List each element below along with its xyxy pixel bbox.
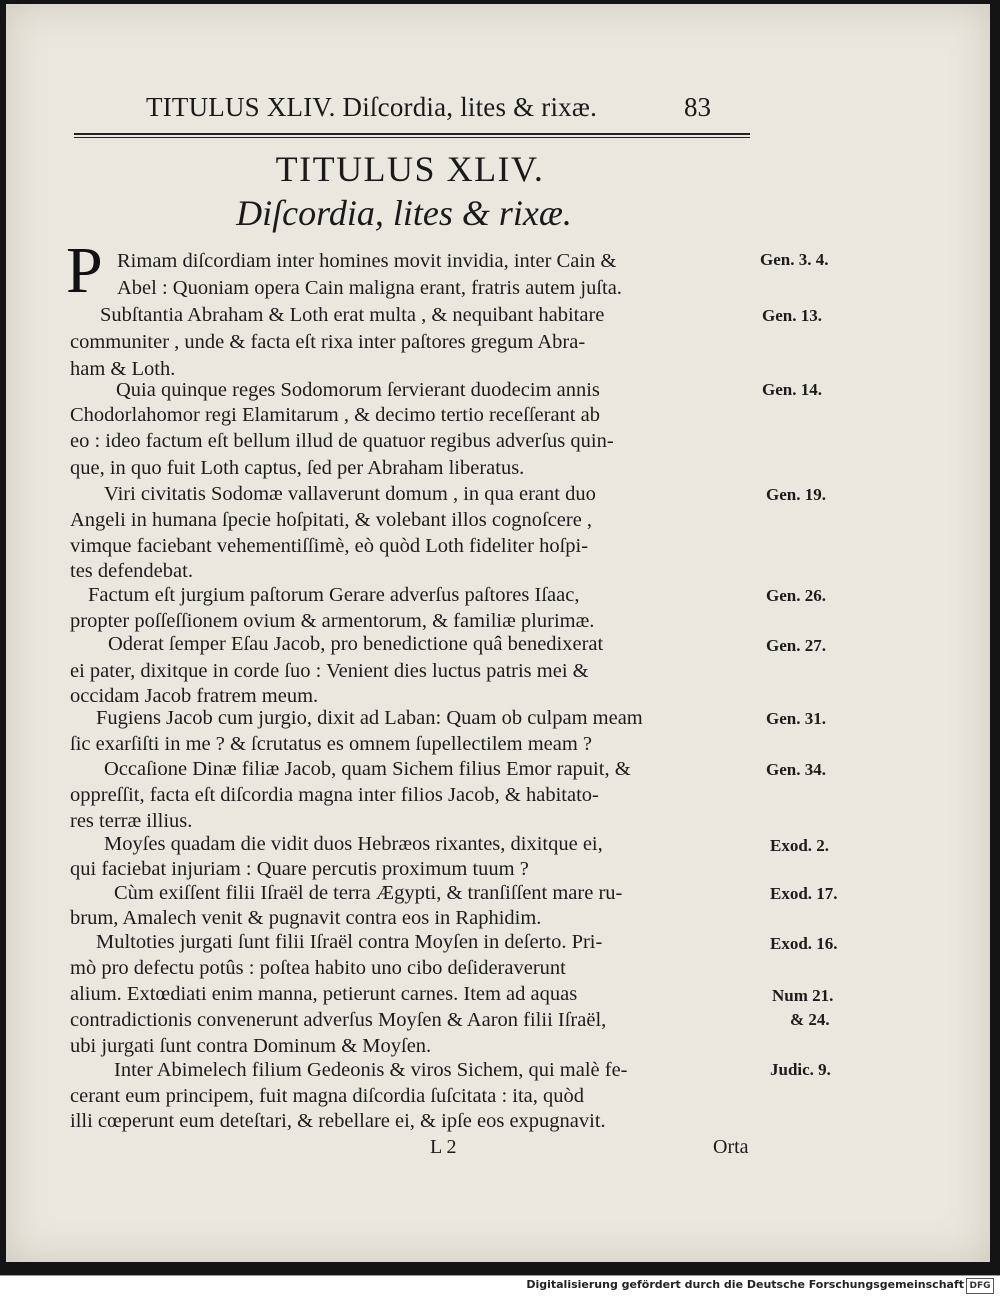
text-line: ubi jurgati ſunt contra Dominum & Moyſen.: [70, 1035, 432, 1057]
footer-bar: [0, 1275, 1000, 1296]
text-line: tes defendebat.: [70, 560, 193, 582]
text-line: eo : ideo factum eſt bellum illud de quatuor regibus adverſus quin-: [70, 430, 614, 452]
text-line: ei pater, dixitque in corde ſuo : Venient dies luctus patris mei &: [70, 660, 589, 682]
margin-ref: Gen. 13.: [762, 306, 822, 325]
text-line: Cùm exiſſent filii Iſraël de terra Ægypti, & tranſiſſent mare ru-: [114, 882, 623, 904]
text-line: que, in quo fuit Loth captus, ſed per Abraham liberatus.: [70, 457, 525, 479]
text-line: occidam Jacob fratrem meum.: [70, 685, 319, 707]
text-line: oppreſſit, facta eſt diſcordia magna inter filios Jacob, & habitato-: [70, 784, 599, 806]
text-line: Occaſione Dinæ filiæ Jacob, quam Sichem filius Emor rapuit, &: [104, 758, 631, 780]
text-line: contradictionis convenerunt adverſus Moyſen & Aaron filii Iſraël,: [70, 1009, 607, 1031]
text-line: Oderat ſemper Eſau Jacob, pro benedictione quâ benedixerat: [108, 633, 604, 655]
margin-ref: Gen. 31.: [766, 709, 826, 728]
header-rule: [74, 133, 750, 138]
text-line: Abel : Quoniam opera Cain maligna erant, fratris autem juſta.: [117, 277, 622, 299]
funding-credit: Digitalisierung gefördert durch die Deutsche Forschungsgemeinschaft: [526, 1278, 964, 1291]
margin-ref: Gen. 26.: [766, 586, 826, 605]
text-line: Viri civitatis Sodomæ vallaverunt domum , in qua erant duo: [104, 483, 596, 505]
text-line: qui faciebat injuriam : Quare percutis proximum tuum ?: [70, 858, 529, 880]
margin-ref: Gen. 27.: [766, 636, 826, 655]
drop-cap: P: [66, 234, 103, 307]
running-head: TITULUS XLIV. Diſcordia, lites & rixæ.: [146, 92, 598, 122]
catchword: Orta: [713, 1136, 749, 1158]
text-line: ſic exarſiſti in me ? & ſcrutatus es omnem ſupellectilem meam ?: [70, 733, 593, 755]
dfg-logo: DFG: [966, 1278, 994, 1294]
margin-ref: Exod. 16.: [770, 934, 838, 953]
page-number: 83: [684, 92, 711, 122]
text-line: illi cœperunt eum deteſtari, & rebellare ei, & ipſe eos expugnavit.: [70, 1110, 606, 1132]
margin-ref: Exod. 2.: [770, 836, 830, 855]
text-line: propter poſſeſſionem ovium & armentorum, & familiæ plurimæ.: [70, 610, 595, 632]
text-line: Factum eſt jurgium paſtorum Gerare adverſus paſtores Iſaac,: [88, 584, 580, 606]
text-line: Fugiens Jacob cum jurgio, dixit ad Laban: Quam ob culpam meam: [96, 707, 643, 729]
text-line: res terræ illius.: [70, 810, 193, 832]
margin-ref: Gen. 34.: [766, 760, 826, 779]
text-line: communiter , unde & facta eſt rixa inter paſtores gregum Abra-: [70, 331, 586, 353]
title-main: TITULUS XLIV.: [275, 149, 545, 189]
text-line: alium. Extœdiati enim manna, petierunt carnes. Item ad aquas: [70, 983, 578, 1005]
text-line: mò pro defectu potûs : poſtea habito uno cibo deſideraverunt: [70, 957, 566, 979]
text-line: Rimam diſcordiam inter homines movit invidia, inter Cain &: [117, 250, 617, 272]
margin-ref: Gen. 19.: [766, 485, 826, 504]
text-line: vimque faciebant vehementiſſimè, eò quòd Loth fideliter hoſpi-: [70, 535, 589, 557]
signature-mark: L 2: [430, 1136, 457, 1158]
text-line: Inter Abimelech filium Gedeonis & viros Sichem, qui malè fe-: [114, 1059, 628, 1081]
text-line: cerant eum principem, fuit magna diſcordia ſuſcitata : ita, quòd: [70, 1085, 585, 1107]
margin-ref: & 24.: [790, 1010, 830, 1029]
margin-ref: Gen. 3. 4.: [760, 250, 829, 269]
margin-ref: Exod. 17.: [770, 884, 838, 903]
margin-ref: Judic. 9.: [770, 1060, 831, 1079]
margin-ref: Num 21.: [772, 986, 834, 1005]
margin-ref: Gen. 14.: [762, 380, 822, 399]
text-line: brum, Amalech venit & pugnavit contra eos in Raphidim.: [70, 907, 542, 929]
text-line: ham & Loth.: [70, 358, 176, 380]
text-line: Angeli in humana ſpecie hoſpitati, & volebant illos cognoſcere ,: [70, 509, 593, 531]
text-line: Quia quinque reges Sodomorum ſervierant duodecim annis: [116, 379, 600, 401]
title-sub: Diſcordia, lites & rixæ.: [236, 193, 572, 233]
text-line: Multoties jurgati ſunt filii Iſraël contra Moyſen in deſerto. Pri-: [96, 931, 603, 953]
text-line: Chodorlahomor regi Elamitarum , & decimo tertio receſſerant ab: [70, 404, 600, 426]
text-line: Moyſes quadam die vidit duos Hebræos rixantes, dixitque ei,: [104, 833, 603, 855]
text-line: Subſtantia Abraham & Loth erat multa , & nequibant habitare: [100, 304, 605, 326]
